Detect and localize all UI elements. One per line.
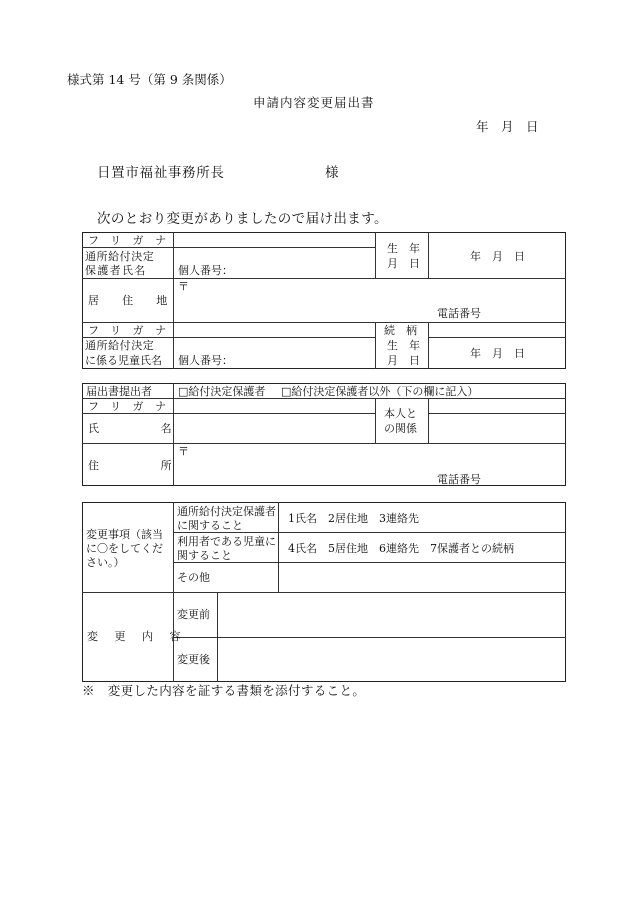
birth-label-1: 生 年: [387, 242, 420, 255]
child-category: 利用者である児童に関すること: [177, 535, 276, 562]
option-guardian-checkbox[interactable]: □給付決定保護者: [178, 385, 266, 398]
postal-mark: 〒: [178, 280, 189, 293]
guardian-category: 通所給付決定保護者に関すること: [177, 505, 276, 532]
birth-date-field: 年 月 日: [470, 250, 525, 263]
address-label: 居 住 地: [88, 294, 174, 307]
phone-label: 電話番号: [437, 307, 481, 320]
submitter-phone-label: 電話番号: [437, 473, 481, 486]
footnote: ※ 変更した内容を証する書類を添付すること。: [82, 683, 366, 698]
submitter-name-label: 氏 名: [88, 422, 185, 435]
submitter-furigana-label: フリガナ: [88, 400, 178, 413]
child-furigana-label: フリガナ: [88, 324, 178, 337]
before-label: 変更前: [177, 608, 210, 621]
after-label: 変更後: [177, 653, 210, 666]
child-personal-number-label: 個人番号：: [178, 354, 233, 367]
furigana-label: フリガナ: [88, 234, 178, 247]
guardian-name-label-2: 保護者氏名: [85, 264, 147, 277]
form-number: 様式第 14 号（第 9 条関係）: [67, 72, 232, 87]
intro-text: 次のとおり変更がありましたので届け出ます。: [97, 211, 388, 227]
date-field: 年 月 日: [476, 119, 539, 134]
option-other-checkbox[interactable]: □給付決定保護者以外（下の欄に記入）: [281, 385, 479, 398]
relation-label-2: の関係: [384, 422, 417, 435]
child-options: 4氏名 5居住地 6連絡先 7保護者との続柄: [288, 542, 514, 555]
other-category: その他: [177, 571, 210, 584]
addressee: 日置市福祉事務所長: [97, 165, 225, 181]
personal-number-label: 個人番号：: [178, 264, 233, 277]
child-birth-label-1: 生 年: [387, 339, 420, 352]
guardian-name-label-1: 通所給付決定: [85, 250, 155, 263]
guardian-options: 1氏名 2居住地 3連絡先: [288, 512, 419, 525]
change-content-label: 変 更 内 容: [87, 630, 184, 643]
form-title: 申請内容変更届出書: [253, 95, 375, 110]
child-birth-label-2: 月 日: [387, 354, 420, 367]
birth-label-2: 月 日: [387, 257, 420, 270]
change-items-label: 変更事項（該当に〇をしてください。）: [86, 528, 163, 569]
submitter-address-label: 住 所: [88, 459, 185, 472]
child-name-label-1: 通所給付決定: [85, 339, 155, 352]
relation-label-1: 本人と: [384, 407, 417, 420]
submitter-postal-mark: 〒: [178, 445, 189, 458]
child-name-label-2: に係る児童氏名: [85, 354, 162, 367]
submitter-label: 届出書提出者: [86, 385, 152, 398]
relation-label: 続 柄: [384, 324, 417, 337]
honorific: 様: [325, 165, 339, 181]
child-birth-date-field: 年 月 日: [470, 347, 525, 360]
